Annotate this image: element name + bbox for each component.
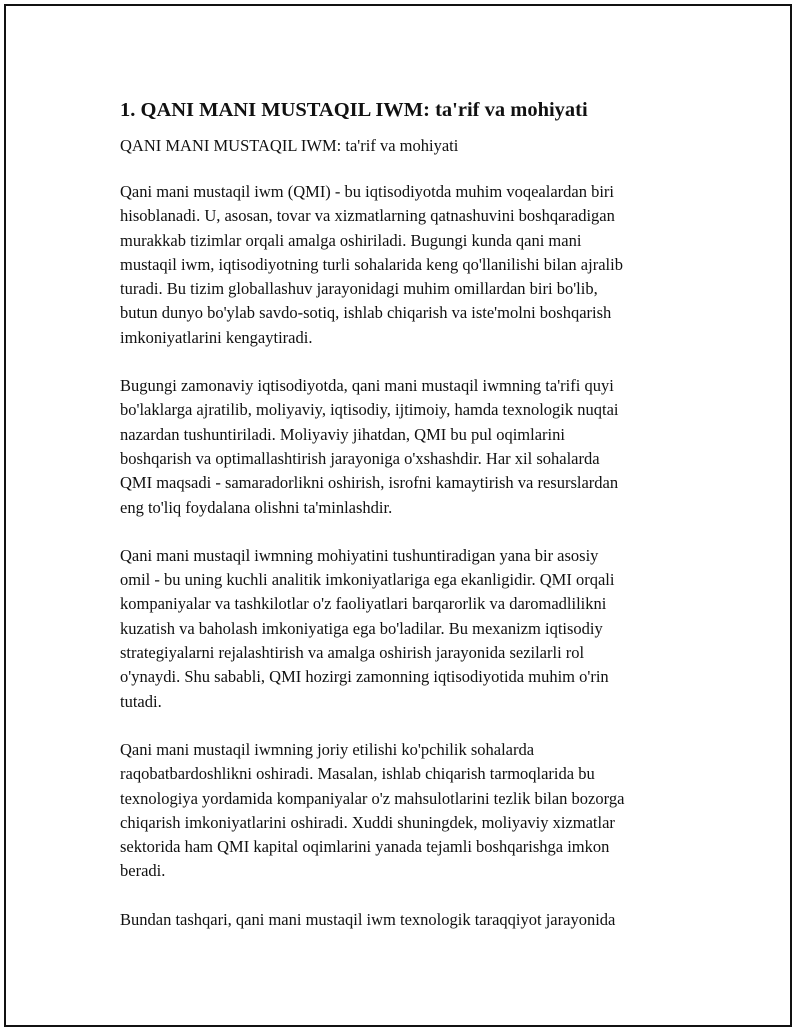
text-line: Bugungi zamonaviy iqtisodiyotda, qani mani mustaqil iwmning ta'rifi quyi (120, 376, 614, 396)
text-line: bo'laklarga ajratilib, moliyaviy, iqtisodiy, ijtimoiy, hamda texnologik nuqtai (120, 400, 619, 420)
text-line: sektorida ham QMI kapital oqimlarini yanada tejamli boshqarishga imkon (120, 837, 610, 857)
text-line: texnologiya yordamida kompaniyalar o'z mahsulotlarini tezlik bilan bozorga (120, 788, 625, 808)
text-line: boshqarish va optimallashtirish jarayoniga o'xshashdir. Har xil sohalarda (120, 448, 600, 468)
paragraph-list (120, 180, 682, 932)
paragraph (120, 374, 682, 520)
text-line: nazardan tushuntiriladi. Moliyaviy jihatdan, QMI bu pul oqimlarini (120, 424, 565, 444)
text-line: Bundan tashqari, qani mani mustaqil iwm texnologik taraqqiyot jarayonida (120, 909, 616, 929)
text-line: chiqarish imkoniyatlarini oshiradi. Xuddi shuningdek, moliyaviy xizmatlar (120, 812, 615, 832)
text-line: murakkab tizimlar orqali amalga oshiriladi. Bugungi kunda qani mani (120, 230, 582, 250)
text-line: omil - bu uning kuchli analitik imkoniyatlariga ega ekanligidir. QMI orqali (120, 570, 615, 590)
document-page (4, 4, 792, 1027)
text-line: mustaqil iwm, iqtisodiyotning turli sohalarida keng qo'llanilishi bilan ajralib (120, 254, 623, 274)
text-line: o'ynaydi. Shu sababli, QMI hozirgi zamonning iqtisodiyotida muhim o'rin (120, 667, 609, 687)
text-line: beradi. (120, 861, 166, 881)
text-line: turadi. Bu tizim globallashuv jarayonidagi muhim omillardan biri bo'lib, (120, 279, 598, 299)
paragraph (120, 908, 682, 932)
text-line: butun dunyo bo'ylab savdo-sotiq, ishlab chiqarish va iste'molni boshqarish (120, 303, 612, 323)
text-line: eng to'liq foydalana olishni ta'minlashdir. (120, 497, 393, 517)
text-line: hisoblanadi. U, asosan, tovar va xizmatlarning qatnashuvini boshqaradigan (120, 206, 615, 226)
text-line: kuzatish va baholash imkoniyatiga ega bo'ladilar. Bu mexanizm iqtisodiy (120, 618, 603, 638)
text-line: strategiyalarni rejalashtirish va amalga oshirish jarayonida sezilarli rol (120, 643, 585, 663)
paragraph (120, 180, 682, 350)
paragraph (120, 738, 682, 884)
text-line: Qani mani mustaqil iwmning joriy etilishi ko'pchilik sohalarda (120, 739, 535, 759)
document-body (120, 96, 682, 956)
text-line: Qani mani mustaqil iwm (QMI) - bu iqtisodiyotda muhim voqealardan biri (120, 182, 615, 201)
text-line: imkoniyatlarini kengaytiradi. (120, 327, 313, 347)
text-line: QMI maqsadi - samaradorlikni oshirish, isrofni kamaytirish va resurslardan (120, 473, 619, 493)
section-subtitle: QANI MANI MUSTAQIL IWM: ta'rif va mohiyati (120, 136, 459, 155)
text-line: Qani mani mustaqil iwmning mohiyatini tushuntiradigan yana bir asosiy (120, 545, 599, 565)
text-line: raqobatbardoshlikni oshiradi. Masalan, ishlab chiqarish tarmoqlarida bu (120, 764, 595, 784)
section-heading: 1. QANI MANI MUSTAQIL IWM: ta'rif va mohiyati (120, 99, 588, 121)
paragraph (120, 544, 682, 714)
text-line: tutadi. (120, 691, 162, 711)
text-line: kompaniyalar va tashkilotlar o'z faoliyatlari barqarorlik va daromadlilikni (120, 594, 607, 614)
